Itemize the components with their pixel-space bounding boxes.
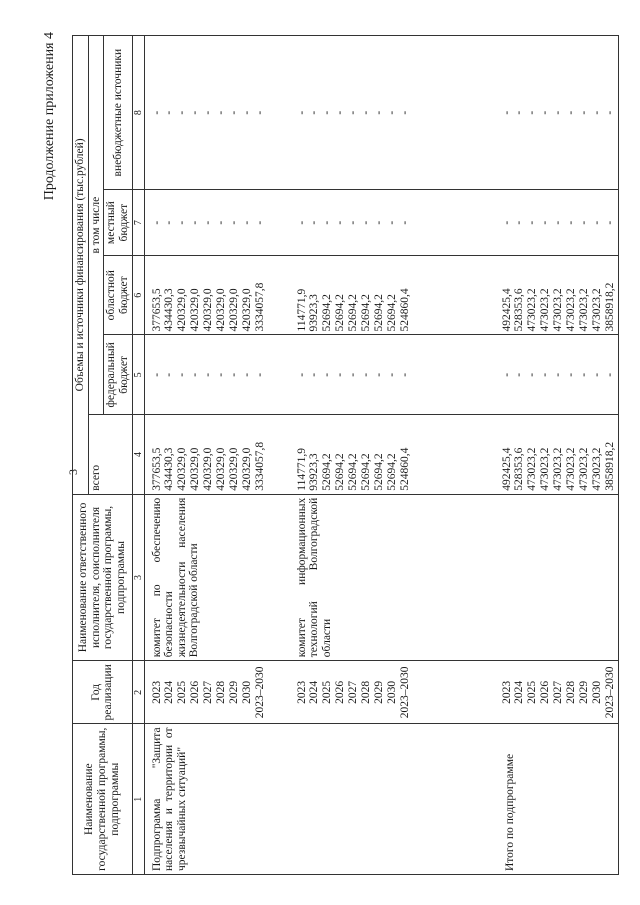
total-value: 52694,2 <box>334 453 347 491</box>
spacer-cell <box>413 190 495 256</box>
offbudget-value: - <box>347 110 360 115</box>
offbudget-values-cell <box>144 36 268 190</box>
regional-values-cell <box>144 255 268 334</box>
federal-value: - <box>308 372 321 377</box>
regional-value: 420329,0 <box>202 288 215 332</box>
year: 2023–2030 <box>603 666 616 719</box>
offbudget-value: - <box>308 110 321 115</box>
federal-value: - <box>539 372 552 377</box>
federal-value: - <box>163 372 176 377</box>
total-value: 434430,3 <box>163 447 176 491</box>
regional-value: 377653,5 <box>150 288 163 332</box>
federal-value: - <box>385 372 398 377</box>
local-value: - <box>590 220 603 225</box>
offbudget-value: - <box>240 110 253 115</box>
regional-values-cell <box>290 255 413 334</box>
local-value: - <box>398 220 411 225</box>
offbudget-value: - <box>360 110 373 115</box>
total-value: 3334057,8 <box>253 441 266 491</box>
spacer-row <box>268 36 290 875</box>
local-value: - <box>150 220 163 225</box>
total-value: 52694,2 <box>347 453 360 491</box>
offbudget-value: - <box>215 110 228 115</box>
year: 2026 <box>334 680 347 704</box>
federal-values-cell <box>495 335 619 415</box>
year: 2023 <box>295 680 308 704</box>
spacer-cell <box>268 661 290 724</box>
local-value: - <box>240 220 253 225</box>
executor-cell <box>495 494 619 661</box>
offbudget-value: - <box>500 110 513 115</box>
table-row <box>144 36 268 875</box>
federal-value: - <box>360 372 373 377</box>
federal-value: - <box>321 372 334 377</box>
spacer-cell <box>413 36 495 190</box>
regional-value: 52694,2 <box>321 294 334 332</box>
regional-value: 114771,9 <box>295 288 308 332</box>
column-number: 1 <box>132 724 144 875</box>
regional-value: 473023,2 <box>565 288 578 332</box>
regional-value: 420329,0 <box>189 288 202 332</box>
program-name-cell <box>144 724 268 875</box>
total-value: 52694,2 <box>372 453 385 491</box>
year: 2023 <box>500 680 513 704</box>
local-values-cell <box>144 190 268 256</box>
year-cell <box>495 661 619 724</box>
year: 2029 <box>577 680 590 704</box>
year: 2028 <box>360 680 373 704</box>
offbudget-value: - <box>295 110 308 115</box>
offbudget-values-cell <box>290 36 413 190</box>
offbudget-value: - <box>189 110 202 115</box>
federal-value: - <box>347 372 360 377</box>
local-value: - <box>227 220 240 225</box>
local-value: - <box>526 220 539 225</box>
federal-value: - <box>253 372 266 377</box>
continuation-note: Продолжение приложения 4 <box>42 32 57 201</box>
column-number: 5 <box>132 335 144 415</box>
regional-value: 473023,2 <box>552 288 565 332</box>
offbudget-value: - <box>372 110 385 115</box>
regional-value: 420329,0 <box>227 288 240 332</box>
regional-values-cell <box>495 255 619 334</box>
local-value: - <box>163 220 176 225</box>
regional-value: 52694,2 <box>385 294 398 332</box>
year: 2027 <box>552 680 565 704</box>
spacer-cell <box>413 724 495 875</box>
page-number: 3 <box>66 469 80 475</box>
total-value: 524860,4 <box>398 447 411 491</box>
spacer-cell <box>268 335 290 415</box>
offbudget-value: - <box>603 110 616 115</box>
offbudget-value: - <box>176 110 189 115</box>
year: 2023 <box>150 680 163 704</box>
year: 2023–2030 <box>253 666 266 719</box>
header-year: Год реализации <box>73 661 133 724</box>
program-name-cell <box>290 724 413 875</box>
total-value: 473023,2 <box>565 447 578 491</box>
federal-value: - <box>526 372 539 377</box>
local-value: - <box>372 220 385 225</box>
total-value: 52694,2 <box>321 453 334 491</box>
total-values-cell <box>290 415 413 494</box>
regional-value: 420329,0 <box>176 288 189 332</box>
total-value: 93923,3 <box>308 453 321 491</box>
regional-value: 473023,2 <box>577 288 590 332</box>
local-value: - <box>500 220 513 225</box>
regional-value: 420329,0 <box>215 288 228 332</box>
executor-cell <box>290 494 413 661</box>
offbudget-value: - <box>565 110 578 115</box>
regional-value: 52694,2 <box>372 294 385 332</box>
spacer-cell <box>268 190 290 256</box>
offbudget-value: - <box>398 110 411 115</box>
year: 2030 <box>590 680 603 704</box>
executor-name: комитет по обеспечению безопасности жизнедеятельности населения Волгоградской области <box>150 497 201 658</box>
federal-value: - <box>398 372 411 377</box>
local-value: - <box>334 220 347 225</box>
header-executor: Наименование ответственного исполнителя, соисполнителя государственной программы, подпрограммы <box>73 494 133 661</box>
total-value: 528353,6 <box>513 447 526 491</box>
federal-value: - <box>227 372 240 377</box>
year: 2030 <box>240 680 253 704</box>
total-value: 52694,2 <box>385 453 398 491</box>
local-value: - <box>295 220 308 225</box>
local-values-cell <box>495 190 619 256</box>
local-value: - <box>176 220 189 225</box>
offbudget-value: - <box>163 110 176 115</box>
offbudget-value: - <box>590 110 603 115</box>
spacer-cell <box>268 724 290 875</box>
header-total: всего <box>88 415 132 494</box>
regional-value: 3334057,8 <box>253 282 266 332</box>
total-value: 420329,0 <box>240 447 253 491</box>
offbudget-values-cell <box>495 36 619 190</box>
federal-value: - <box>334 372 347 377</box>
federal-value: - <box>202 372 215 377</box>
federal-value: - <box>590 372 603 377</box>
federal-value: - <box>565 372 578 377</box>
total-values-cell <box>495 415 619 494</box>
regional-value: 52694,2 <box>360 294 373 332</box>
year: 2028 <box>565 680 578 704</box>
header-federal: федеральный бюджет <box>104 335 132 415</box>
local-value: - <box>385 220 398 225</box>
federal-value: - <box>500 372 513 377</box>
local-value: - <box>202 220 215 225</box>
total-value: 3858918,2 <box>603 441 616 491</box>
federal-value: - <box>150 372 163 377</box>
local-value: - <box>215 220 228 225</box>
federal-value: - <box>215 372 228 377</box>
year: 2026 <box>189 680 202 704</box>
federal-value: - <box>176 372 189 377</box>
column-number: 3 <box>132 494 144 661</box>
regional-value: 93923,3 <box>308 294 321 332</box>
year: 2023–2030 <box>398 666 411 719</box>
regional-value: 434430,3 <box>163 288 176 332</box>
offbudget-value: - <box>385 110 398 115</box>
total-value: 52694,2 <box>360 453 373 491</box>
regional-value: 492425,4 <box>500 288 513 332</box>
local-value: - <box>513 220 526 225</box>
program-name-cell <box>495 724 619 875</box>
column-number: 7 <box>132 190 144 256</box>
program-name: Подпрограмма "Защита населения и территории от чрезвычайных ситуаций" <box>150 727 188 871</box>
total-value: 473023,2 <box>552 447 565 491</box>
year: 2025 <box>526 680 539 704</box>
local-value: - <box>347 220 360 225</box>
year: 2029 <box>372 680 385 704</box>
table-row <box>290 36 413 875</box>
total-value: 420329,0 <box>227 447 240 491</box>
total-value: 420329,0 <box>176 447 189 491</box>
column-number: 4 <box>132 415 144 494</box>
header-local: местный бюджет <box>104 190 132 256</box>
column-number: 8 <box>132 36 144 190</box>
spacer-cell <box>268 415 290 494</box>
offbudget-value: - <box>253 110 266 115</box>
offbudget-value: - <box>552 110 565 115</box>
total-value: 114771,9 <box>295 448 308 491</box>
year: 2025 <box>321 680 334 704</box>
offbudget-value: - <box>526 110 539 115</box>
regional-value: 3858918,2 <box>603 282 616 332</box>
offbudget-value: - <box>513 110 526 115</box>
local-value: - <box>189 220 202 225</box>
local-value: - <box>552 220 565 225</box>
federal-value: - <box>513 372 526 377</box>
federal-value: - <box>295 372 308 377</box>
federal-values-cell <box>144 335 268 415</box>
header-offbudget: внебюджетные источники <box>104 36 132 190</box>
local-value: - <box>577 220 590 225</box>
local-value: - <box>308 220 321 225</box>
year: 2029 <box>227 680 240 704</box>
local-value: - <box>539 220 552 225</box>
federal-value: - <box>577 372 590 377</box>
year-cell <box>290 661 413 724</box>
spacer-cell <box>413 335 495 415</box>
year: 2027 <box>202 680 215 704</box>
regional-value: 528353,6 <box>513 288 526 332</box>
local-value: - <box>565 220 578 225</box>
total-value: 420329,0 <box>189 447 202 491</box>
year: 2024 <box>163 680 176 704</box>
spacer-cell <box>268 255 290 334</box>
offbudget-value: - <box>150 110 163 115</box>
offbudget-value: - <box>577 110 590 115</box>
offbudget-value: - <box>227 110 240 115</box>
spacer-cell <box>413 415 495 494</box>
year: 2030 <box>385 680 398 704</box>
total-value: 473023,2 <box>590 447 603 491</box>
column-number: 6 <box>132 255 144 334</box>
offbudget-value: - <box>321 110 334 115</box>
regional-value: 473023,2 <box>590 288 603 332</box>
total-value: 473023,2 <box>577 447 590 491</box>
regional-value: 524860,4 <box>398 288 411 332</box>
total-value: 492425,4 <box>500 447 513 491</box>
regional-value: 52694,2 <box>334 294 347 332</box>
spacer-cell <box>413 494 495 661</box>
year-cell <box>144 661 268 724</box>
year: 2027 <box>347 680 360 704</box>
federal-value: - <box>552 372 565 377</box>
regional-value: 473023,2 <box>526 288 539 332</box>
spacer-cell <box>413 255 495 334</box>
year: 2024 <box>308 680 321 704</box>
federal-values-cell <box>290 335 413 415</box>
local-value: - <box>253 220 266 225</box>
regional-value: 52694,2 <box>347 294 360 332</box>
header-including: в том числе <box>88 36 104 415</box>
total-value: 420329,0 <box>215 447 228 491</box>
local-values-cell <box>290 190 413 256</box>
total-value: 377653,5 <box>150 447 163 491</box>
spacer-cell <box>268 494 290 661</box>
total-value: 420329,0 <box>202 447 215 491</box>
funding-table <box>72 35 619 875</box>
total-values-cell <box>144 415 268 494</box>
year: 2028 <box>215 680 228 704</box>
program-name: Итого по подпрограмме <box>503 753 516 871</box>
spacer-cell <box>268 36 290 190</box>
header-regional: областной бюджет <box>104 255 132 334</box>
year: 2025 <box>176 680 189 704</box>
year: 2026 <box>539 680 552 704</box>
federal-value: - <box>189 372 202 377</box>
year: 2024 <box>513 680 526 704</box>
offbudget-value: - <box>334 110 347 115</box>
regional-value: 420329,0 <box>240 288 253 332</box>
table-body <box>144 36 618 875</box>
header-funding: Объемы и источники финансирования (тыс.рублей) <box>73 36 89 495</box>
federal-value: - <box>372 372 385 377</box>
federal-value: - <box>603 372 616 377</box>
spacer-row <box>413 36 495 875</box>
regional-value: 473023,2 <box>539 288 552 332</box>
total-value: 473023,2 <box>526 447 539 491</box>
federal-value: - <box>240 372 253 377</box>
executor-cell <box>144 494 268 661</box>
total-value: 473023,2 <box>539 447 552 491</box>
table-row <box>495 36 619 875</box>
local-value: - <box>360 220 373 225</box>
spacer-cell <box>413 661 495 724</box>
local-value: - <box>603 220 616 225</box>
column-number: 2 <box>132 661 144 724</box>
executor-name: комитет информационных технологий Волгоградской области <box>295 497 333 658</box>
local-value: - <box>321 220 334 225</box>
header-program: Наименование государственной программы, подпрограммы <box>73 724 133 875</box>
offbudget-value: - <box>202 110 215 115</box>
offbudget-value: - <box>539 110 552 115</box>
